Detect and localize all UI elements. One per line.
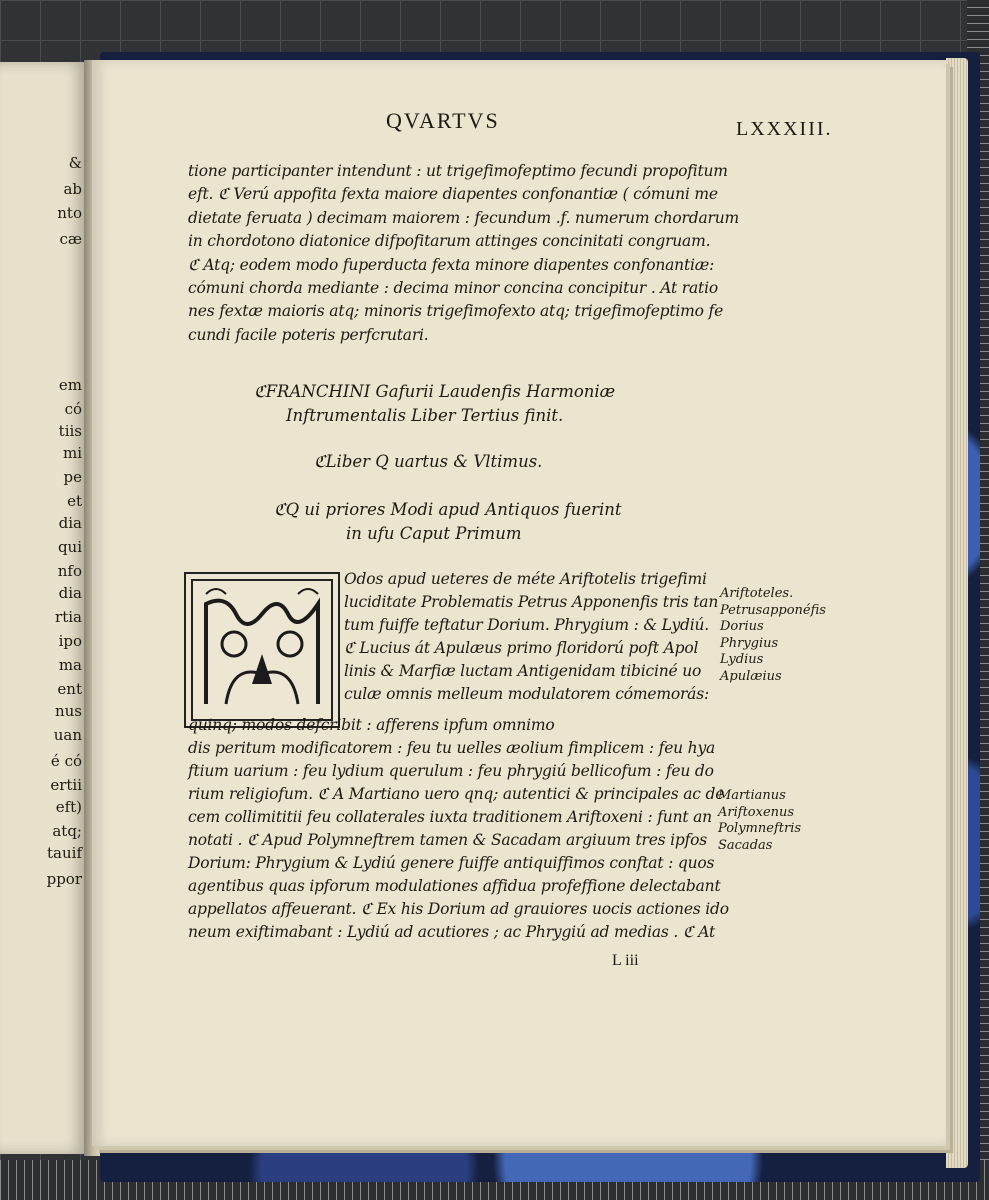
book-heading: ℭLiber Q uartus & Vltimus. — [314, 452, 543, 471]
left-page-fragment: có — [64, 400, 82, 418]
body-text-line: ftium uarium : feu lydium querulum : feu phrygiú bellicofum : feu do — [188, 762, 714, 780]
body-text-line: dis peritum modificatorem : feu tu uelles æolium fimplicem : feu hya — [188, 739, 716, 757]
body-text-line: in chordotono diatonice difpofitarum attinges concinitati congruam. — [188, 232, 711, 251]
margin-note: Ariftoxenus — [718, 804, 795, 820]
left-page-fragment: tiis — [58, 422, 82, 440]
body-text-line: eft. ℭ Verú appofita fexta maiore diapentes confonantiæ ( cómuni me — [188, 185, 718, 204]
body-text-line: tum fuiffe teftatur Dorium. Phrygium : & Lydiú. — [344, 616, 710, 634]
body-text-line: tione participanter intendunt : ut trigefimofeptimo fecundi propofitum — [188, 162, 728, 180]
body-text-line: rium religiofum. ℭ A Martiano uero qnq; autentici & principales ac de — [188, 785, 725, 803]
body-text-line: nes fextæ maioris atq; minoris trigefimofexto atq; trigefimofeptimo fe — [188, 302, 724, 321]
body-text-line: quinq; modos defcribit : afferens ipfum omnimo — [188, 716, 555, 734]
margin-note: Petrusapponéfis — [720, 602, 826, 618]
left-page-fragment: & — [68, 154, 82, 172]
body-text-line: cem collimititii feu collaterales iuxta traditionem Ariftoxeni : funt an — [188, 808, 712, 826]
margin-note: Phrygius — [720, 635, 779, 651]
chapter-heading-line-2: in ufu Caput Primum — [346, 524, 522, 543]
decorated-initial — [184, 572, 340, 728]
left-page-fragment: dia — [58, 514, 82, 532]
left-page-fragment: ertii — [50, 776, 82, 794]
left-page-fragment: é có — [50, 752, 82, 770]
left-page-fragment: dia — [58, 584, 82, 602]
left-page-fragment: tauif — [47, 844, 82, 862]
decorated-initial-ornament — [186, 574, 338, 726]
margin-note: Apulæius — [720, 668, 782, 684]
signature-mark: L iii — [612, 952, 639, 969]
initial-letter — [186, 574, 187, 575]
left-page-fragment: eft) — [55, 798, 82, 816]
left-page-fragment: nfo — [57, 562, 82, 580]
body-text-line: luciditate Problematis Petrus Apponenfis tris tan — [344, 593, 719, 611]
left-page-fragment: em — [58, 376, 82, 394]
body-text-line: appellatos affeuerant. ℭ Ex his Dorium ad grauiores uocis actiones ido — [188, 900, 729, 918]
body-text-line: ℭ Lucius át Apulæus primo floridorú poft Apol — [344, 639, 699, 657]
left-page-fragment: et — [67, 492, 82, 510]
explicit-line-1: ℭFRANCHINI Gafurii Laudenfis Harmoniæ — [254, 382, 616, 401]
left-page-fragment: nto — [57, 204, 82, 222]
body-text-line: neum exiftimabant : Lydiú ad acutiores ; ac Phrygiú ad medias . ℭ At — [188, 923, 716, 941]
left-page-fragment: nus — [54, 702, 82, 720]
left-page-fragment: ppor — [46, 870, 82, 888]
chapter-heading-line-1: ℭQ ui priores Modi apud Antiquos fuerint — [274, 500, 622, 519]
body-text-line: ℭ Atq; eodem modo fuperducta fexta minore diapentes confonantiæ: — [188, 255, 715, 274]
left-page-fragment: mi — [62, 444, 82, 462]
margin-note: Martianus — [718, 788, 786, 803]
margin-note: Dorius — [720, 619, 764, 634]
left-page-fragment: ipo — [58, 632, 82, 650]
folio-number: LXXXIII. — [736, 118, 833, 140]
body-text-line: cómuni chorda mediante : decima minor concina concipitur . At ratio — [188, 279, 718, 297]
left-page-fragment: ma — [58, 656, 82, 674]
left-page-fragment: uan — [53, 726, 82, 744]
body-text-line: linis & Marfiæ luctam Antigenidam tibiciné uo — [344, 662, 702, 680]
left-page-fragment: ab — [63, 180, 82, 198]
body-text-line: notati . ℭ Apud Polymneftrem tamen & Sacadam argiuum tres ipfos — [188, 831, 708, 849]
body-text-line: Dorium: Phrygium & Lydiú genere fuiffe antiquiffimos conftat : quos — [188, 854, 715, 872]
left-page-fragment: atq; — [52, 822, 82, 840]
left-page-fragment: cæ — [59, 230, 82, 248]
explicit-line-2: Inftrumentalis Liber Tertius finit. — [286, 406, 564, 425]
left-page-fragment: rtia — [55, 608, 82, 626]
margin-note: Ariftoteles. — [720, 586, 794, 601]
margin-note: Polymneftris — [718, 821, 802, 836]
running-head: QVARTVS — [386, 108, 500, 133]
body-text-line: cundi facile poteris perfcrutari. — [188, 325, 429, 344]
left-page — [0, 62, 88, 1154]
margin-note: Sacadas — [718, 837, 773, 853]
left-page-fragment: qui — [57, 538, 82, 556]
body-text-line: Odos apud ueteres de méte Ariftotelis trigefimi — [344, 570, 707, 588]
body-text-line: agentibus quas ipforum modulationes affidua profeffione delectabant — [188, 877, 721, 895]
body-text-line: dietate feruata ) decimam maiorem : fecundum .f. numerum chordarum — [188, 208, 740, 227]
left-page-fragment: ent — [57, 680, 82, 698]
body-text-line: culæ omnis melleum modulatorem cómemorás: — [344, 685, 709, 703]
margin-note: Lydius — [720, 652, 764, 667]
page-edges — [946, 58, 968, 1168]
left-page-fragment: pe — [63, 468, 82, 486]
